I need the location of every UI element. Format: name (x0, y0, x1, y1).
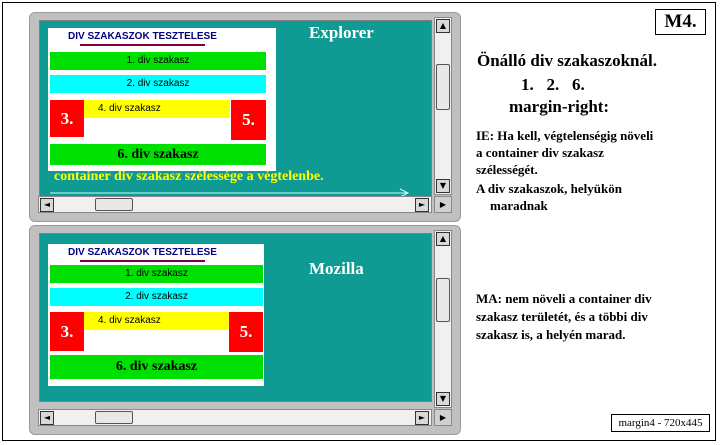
explorer-div-4 (84, 100, 230, 118)
ma-note-line-3: szakasz is, a helyén marad. (476, 327, 626, 342)
explorer-div-6-text: 6. div szakasz (117, 147, 199, 162)
mozilla-demo-title-text: DIV SZAKASZOK TESZTELESE (68, 247, 217, 258)
mozilla-div-5-text: 5. (239, 322, 253, 341)
triangle-down-icon: ▼ (439, 181, 447, 190)
badge-text: M4. (664, 11, 697, 32)
scroll-up-button[interactable] (436, 232, 450, 246)
mozilla-div-4-text: 4. div szakasz (98, 315, 161, 326)
explorer-window (29, 12, 461, 222)
horizontal-scroll-thumb[interactable] (95, 411, 133, 424)
title-underline (80, 260, 205, 262)
scroll-right-button[interactable] (415, 198, 429, 212)
mozilla-demo-title (68, 247, 217, 258)
mozilla-window (29, 225, 461, 435)
mozilla-viewport (39, 233, 432, 402)
mozilla-div-4 (84, 312, 229, 330)
explorer-div-4-text: 4. div szakasz (98, 103, 161, 114)
explorer-div-3 (50, 100, 84, 137)
triangle-right-icon: ► (418, 413, 426, 422)
explorer-demo-title-text: DIV SZAKASZOK TESZTELESE (68, 31, 217, 42)
explorer-viewport (39, 20, 432, 204)
mozilla-div-6-text: 6. div szakasz (115, 359, 198, 374)
mozilla-div-3 (50, 312, 84, 351)
ie-note-line-1: IE: Ha kell, végtelenségig növeli (476, 128, 654, 143)
explorer-div-6 (50, 144, 266, 165)
mozilla-div-1-text: 1. div szakasz (125, 268, 188, 279)
explorer-div-1-text: 1. div szakasz (126, 55, 190, 66)
triangle-left-icon: ◄ (43, 413, 51, 422)
ie-note-line-3: szélességét. (476, 162, 538, 177)
scroll-up-button[interactable] (436, 19, 450, 33)
triangle-up-icon: ▲ (439, 234, 447, 243)
ie-note-line-2: a container div szakasz (476, 145, 604, 160)
heading-line-1: Önálló div szakaszoknál. (477, 51, 657, 70)
explorer-horizontal-scrollbar[interactable] (38, 196, 432, 213)
explorer-div-1 (50, 52, 266, 70)
explorer-container-text-span: container div szakasz szélessége a végtelenbe. (54, 169, 324, 184)
explorer-container-text (54, 169, 324, 185)
ie-note-line-4: A div szakaszok, helyükön (476, 181, 622, 196)
mozilla-div-1 (50, 265, 263, 283)
explorer-label-box (281, 21, 415, 45)
scroll-right-button[interactable] (415, 411, 429, 425)
footer-label (611, 414, 710, 432)
mozilla-div-2 (50, 288, 263, 306)
triangle-down-icon: ▼ (439, 394, 447, 403)
vertical-scroll-thumb[interactable] (436, 64, 450, 110)
title-underline (80, 44, 205, 46)
scroll-left-button[interactable] (40, 198, 54, 212)
mozilla-horizontal-scrollbar[interactable] (38, 409, 432, 426)
vertical-scroll-thumb[interactable] (436, 278, 450, 322)
scroll-corner: ▶ (434, 409, 452, 426)
explorer-demo-title (68, 31, 217, 42)
heading-line-2: 1. 2. 6. (521, 75, 585, 94)
ma-note-line-2: szakasz területét, és a többi div (476, 309, 648, 324)
explorer-div-5 (231, 100, 266, 140)
horizontal-scroll-thumb[interactable] (95, 198, 133, 211)
explorer-div-3-text: 3. (60, 108, 74, 128)
scroll-down-button[interactable] (436, 179, 450, 193)
heading-line-3: margin-right: (509, 97, 610, 116)
ie-note-line-5: maradnak (490, 198, 548, 213)
scroll-down-button[interactable] (436, 392, 450, 406)
explorer-div-2-text: 2. div szakasz (126, 78, 190, 89)
explorer-label: Explorer (309, 23, 374, 42)
footer-text: margin4 - 720x445 (618, 417, 703, 429)
scroll-left-button[interactable] (40, 411, 54, 425)
mozilla-label: Mozilla (309, 259, 364, 278)
mozilla-div-5 (229, 312, 263, 352)
explorer-div-2 (50, 75, 266, 93)
slide-badge (655, 9, 706, 35)
triangle-up-icon: ▲ (439, 21, 447, 30)
mozilla-div-6 (50, 355, 263, 379)
scroll-corner: ▶ (434, 196, 452, 213)
explorer-div-5-text: 5. (242, 110, 255, 129)
triangle-left-icon: ◄ (43, 200, 51, 209)
mozilla-div-2-text: 2. div szakasz (125, 291, 188, 302)
mozilla-div-3-text: 3. (60, 321, 74, 341)
ma-note-line-1: MA: nem növeli a container div (476, 291, 652, 306)
triangle-right-icon: ► (418, 200, 426, 209)
explorer-vertical-scrollbar[interactable] (434, 17, 452, 195)
mozilla-vertical-scrollbar[interactable] (434, 230, 452, 408)
